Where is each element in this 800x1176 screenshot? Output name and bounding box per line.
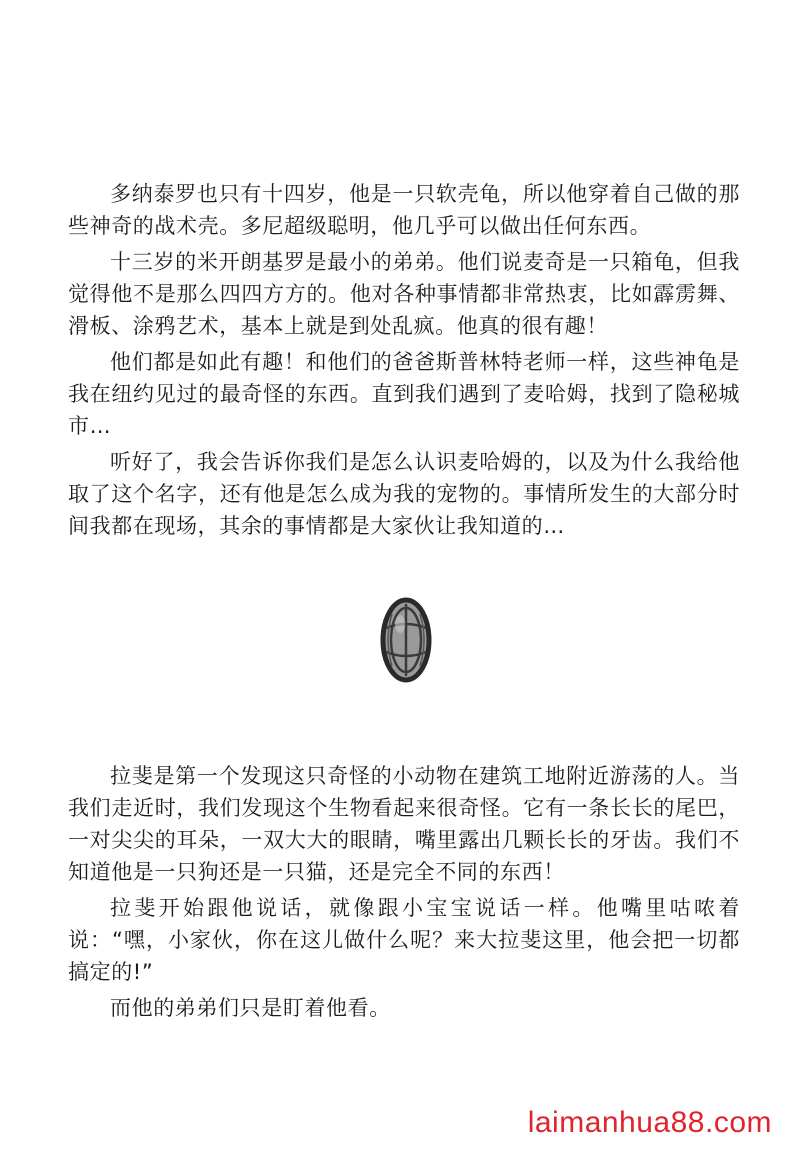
paragraph-father-splinter: 他们都是如此有趣！和他们的爸爸斯普林特老师一样，这些神龟是我在纽约见过的最奇怪的东西。直到我们遇到了麦哈姆，找到了隐秘城市… <box>68 350 740 438</box>
paragraph-raph-discovers: 拉斐是第一个发现这只奇怪的小动物在建筑工地附近游荡的人。当我们走近时，我们发现这个生物看起来很奇怪。它有一条长长的尾巴，一对尖尖的耳朵，一双大大的眼睛，嘴里露出几颗长长的牙齿。我们不知道他是一只狗还是一只猫，还是完全不同的东西！ <box>68 764 740 884</box>
paragraph-raph-talks: 拉斐开始跟他说话，就像跟小宝宝说话一样。他嘴里咕哝着说：“嘿，小家伙，你在这儿做什么呢？来大拉斐这里，他会把一切都搞定的!” <box>68 896 740 984</box>
site-watermark: laimanhua88.com <box>527 1106 772 1139</box>
paragraph-intro-story: 听好了，我会告诉你我们是怎么认识麦哈姆的，以及为什么我给他取了这个名字，还有他是怎么成为我的宠物的。事情所发生的大部分时间我都在现场，其余的事情都是大家伙让我知道的… <box>68 450 740 538</box>
shell-ornament-icon <box>378 594 434 686</box>
bottom-text-section <box>68 760 740 1028</box>
paragraph-michelangelo: 十三岁的米开朗基罗是最小的弟弟。他们说麦奇是一只箱龟，但我觉得他不是那么四四方方的。他对各种事情都非常热衷，比如霹雳舞、滑板、涂鸦艺术，基本上就是到处乱疯。他真的很有趣！ <box>68 250 740 338</box>
top-text-section <box>68 178 740 546</box>
paragraph-brothers-stare: 而他的弟弟们只是盯着他看。 <box>110 996 391 1020</box>
paragraph-donatello: 多纳泰罗也只有十四岁，他是一只软壳龟，所以他穿着自己做的那些神奇的战术壳。多尼超级聪明，他几乎可以做出任何东西。 <box>68 182 740 238</box>
